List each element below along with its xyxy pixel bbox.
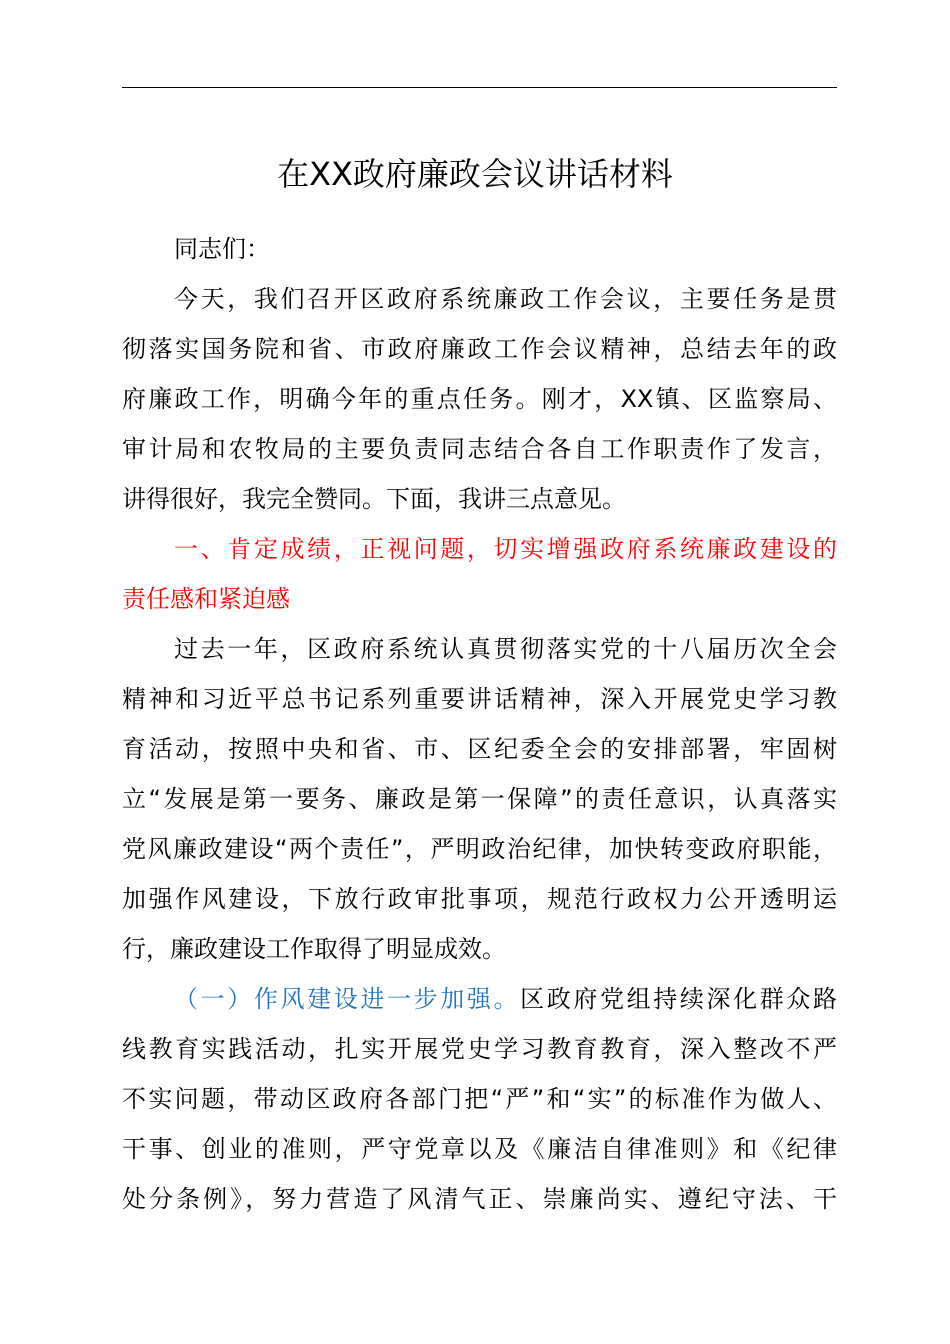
paragraph-line: 过去一年，区政府系统认真贯彻落实党的十八届历次全会 — [174, 635, 837, 663]
paragraph-line: 讲得很好，我完全赞同。下面，我讲三点意见。 — [122, 485, 626, 513]
subsection-line — [122, 974, 837, 1024]
paragraph-line: 精神和习近平总书记系列重要讲话精神，深入开展党史学习教 — [122, 685, 837, 713]
section-heading-line: 一、肯定成绩，正视问题，切实增强政府系统廉政建设的 — [174, 535, 837, 563]
paragraph-line: 育活动，按照中央和省、市、区纪委全会的安排部署，牢固树 — [122, 735, 837, 763]
paragraph-line: 加强作风建设，下放行政审批事项，规范行政权力公开透明运 — [122, 885, 837, 913]
paragraph-line: 行，廉政建设工作取得了明显成效。 — [122, 935, 506, 963]
subsection-heading: （一）作风建设进一步加强。 — [174, 985, 521, 1013]
paragraph-line: 干事、创业的准则，严守党章以及《廉洁自律准则》和《纪律 — [122, 1135, 837, 1163]
paragraph-line: 不实问题，带动区政府各部门把“严”和“实”的标准作为做人、 — [122, 1085, 837, 1113]
paragraph-line: 今天，我们召开区政府系统廉政工作会议，主要任务是贯 — [174, 285, 837, 313]
header-rule — [122, 87, 837, 88]
paragraph-line: 立“发展是第一要务、廉政是第一保障”的责任意识，认真落实 — [122, 785, 837, 813]
paragraph-line: 彻落实国务院和省、市政府廉政工作会议精神，总结去年的政 — [122, 335, 837, 363]
paragraph-line: 线教育实践活动，扎实开展党史学习教育教育，深入整改不严 — [122, 1035, 837, 1063]
paragraph-line: 处分条例》，努力营造了风清气正、崇廉尚实、遵纪守法、干 — [122, 1185, 837, 1213]
salutation: 同志们： — [174, 235, 270, 263]
paragraph-text: 区政府党组持续深化群众路 — [520, 985, 837, 1013]
document-body — [122, 224, 837, 1224]
section-heading-line: 责任感和紧迫感 — [122, 585, 290, 613]
paragraph-line: 审计局和农牧局的主要负责同志结合各自工作职责作了发言， — [122, 435, 837, 463]
paragraph-line: 党风廉政建设“两个责任”，严明政治纪律，加快转变政府职能， — [122, 835, 837, 863]
document-title: 在XX政府廉政会议讲话材料 — [277, 155, 673, 193]
paragraph-line: 府廉政工作，明确今年的重点任务。刚才，XX镇、区监察局、 — [122, 385, 837, 413]
